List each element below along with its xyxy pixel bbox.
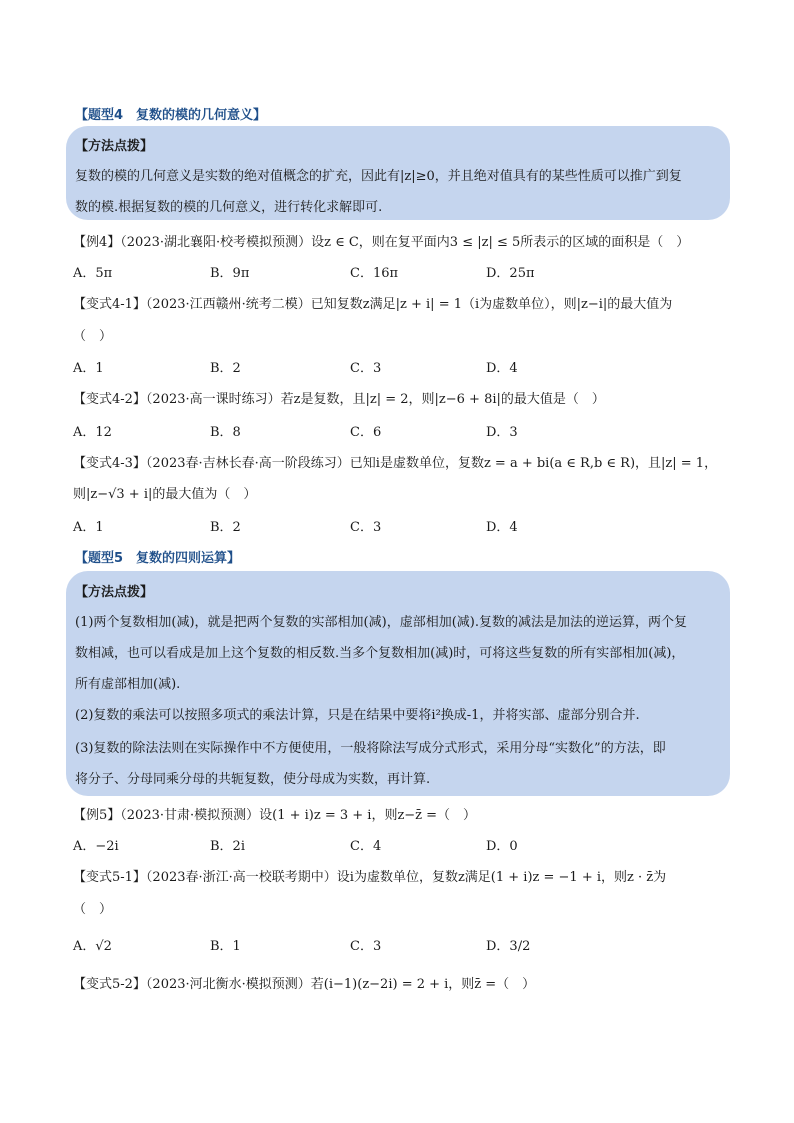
method-text: 复数的模的几何意义是实数的绝对值概念的扩充，因此有|z|≥0，并且绝对值具有的某些性质可以推广到复 (75, 169, 682, 184)
option-a: A．1 (73, 361, 104, 376)
method-box-5 (66, 571, 730, 796)
example-5-question: 【例5】（2023·甘肃·模拟预测）设(1 + i)z = 3 + i，则z−z̄ =（ ） (73, 808, 477, 823)
option-b: B．1 (210, 939, 241, 954)
option-a: A．√2 (73, 939, 112, 954)
variant-4-1-question: 【变式4-1】（2023·江西赣州·统考二模）已知复数z满足|z + i| = 1（i为虚数单位），则|z−i|的最大值为 (73, 297, 673, 312)
option-c: C．3 (350, 520, 382, 535)
option-a: A．−2i (73, 839, 119, 854)
variant-4-3-options (73, 516, 733, 534)
option-d: D．3 (486, 425, 518, 440)
option-d: D．4 (486, 520, 518, 535)
variant-5-1-question-cont: （ ） (73, 902, 113, 917)
option-b: B．2 (210, 361, 241, 376)
method-text: 数相减，也可以看成是加上这个复数的相反数.当多个复数相加(减)时，可将这些复数的所有实部相加(减)， (75, 646, 685, 661)
option-b: B．9π (210, 266, 250, 281)
method-header: 【方法点拨】 (75, 139, 154, 154)
option-b: B．2i (210, 839, 245, 854)
variant-4-2-options (73, 421, 733, 439)
method-text: (2)复数的乘法可以按照多项式的乘法计算，只是在结果中要将i²换成-1，并将实部、虚部分别合并. (75, 708, 640, 723)
option-c: C．6 (350, 425, 382, 440)
variant-5-2-question: 【变式5-2】（2023·河北衡水·模拟预测）若(i−1)(z−2i) = 2 + i，则z̄ =（ ） (73, 977, 536, 992)
option-c: C．16π (350, 266, 399, 281)
method-box-4 (66, 126, 730, 220)
method-header: 【方法点拨】 (75, 585, 154, 600)
option-d: D．0 (486, 839, 518, 854)
variant-5-1-options (73, 935, 733, 953)
option-d: D．25π (486, 266, 535, 281)
section4-title: 【题型4 复数的模的几何意义】 (75, 108, 267, 123)
option-c: C．3 (350, 361, 382, 376)
option-d: D．3/2 (486, 939, 531, 954)
method-text: 所有虚部相加(减). (75, 677, 181, 692)
option-b: B．2 (210, 520, 241, 535)
option-a: A．12 (73, 425, 112, 440)
section5-title: 【题型5 复数的四则运算】 (75, 551, 241, 566)
option-c: C．4 (350, 839, 382, 854)
example-4-question: 【例4】（2023·湖北襄阳·校考模拟预测）设z ∈ C，则在复平面内3 ≤ |z| ≤ 5所表示的区域的面积是（ ） (73, 235, 690, 250)
variant-4-3-question-cont: 则|z−√3 + i|的最大值为（ ） (73, 487, 257, 502)
variant-4-1-question-cont: （ ） (73, 329, 113, 344)
option-c: C．3 (350, 939, 382, 954)
variant-5-1-question: 【变式5-1】（2023春·浙江·高一校联考期中）设i为虚数单位，复数z满足(1 + i)z = −1 + i，则z · z̄为 (73, 870, 667, 885)
method-text: 数的模.根据复数的模的几何意义，进行转化求解即可. (75, 200, 383, 215)
option-a: A．5π (73, 266, 113, 281)
variant-4-3-question: 【变式4-3】（2023春·吉林长春·高一阶段练习）已知i是虚数单位，复数z = a + bi(a ∈ R,b ∈ R)，且|z| = 1， (73, 456, 718, 471)
method-text: 将分子、分母同乘分母的共轭复数，使分母成为实数，再计算. (75, 772, 431, 787)
variant-4-1-options (73, 357, 733, 375)
option-b: B．8 (210, 425, 241, 440)
method-text: (3)复数的除法法则在实际操作中不方便使用，一般将除法写成分式形式，采用分母“实数化”的方法，即 (75, 741, 666, 756)
example-4-options (73, 262, 733, 280)
method-text: (1)两个复数相加(减)，就是把两个复数的实部相加(减)，虚部相加(减).复数的减法是加法的逆运算，两个复 (75, 615, 687, 630)
option-a: A．1 (73, 520, 104, 535)
example-5-options (73, 835, 733, 853)
variant-4-2-question: 【变式4-2】（2023·高一课时练习）若z是复数，且|z| = 2，则|z−6 + 8i|的最大值是（ ） (73, 392, 605, 407)
option-d: D．4 (486, 361, 518, 376)
